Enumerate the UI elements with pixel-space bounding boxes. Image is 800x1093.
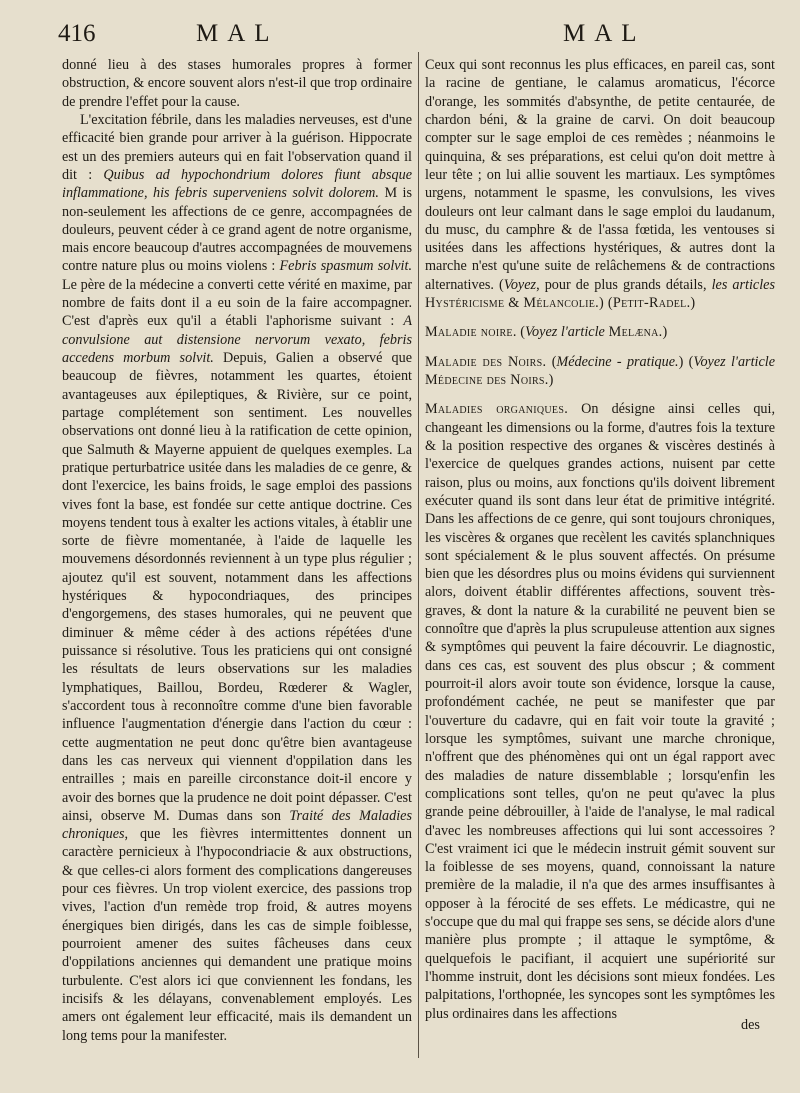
entry-maladies-organiques <box>425 400 775 1023</box>
entry-maladie-des-noirs <box>425 353 775 390</box>
right-column <box>425 56 775 1023</box>
book-title: Traité des Maladies chroniques <box>62 807 412 843</box>
cross-ref-label: les articles <box>711 276 775 293</box>
text-run: , pour de plus grands détails, <box>536 276 712 293</box>
cross-ref-voyez: Voyez l'article <box>524 324 605 341</box>
spacer <box>425 312 775 323</box>
latin-quote: A convulsione aut distensione nervorum vexato, febris accedens morbum solvit. <box>62 313 412 366</box>
paragraph-febrile-excitation <box>62 111 412 1045</box>
text-run: ( <box>516 324 525 341</box>
cross-ref-voyez: Voyez <box>503 276 537 293</box>
right-running-head: MAL <box>563 20 646 47</box>
left-running-head: MAL <box>196 20 279 47</box>
text-run: L'excitation fébrile, dans les maladies nerveuses, est d'une efficacité bien grande pour arriver à la guérison. Hippocrate est un des premiers auteurs qui en fait l'observation quand il dit : <box>62 111 412 183</box>
paragraph-remedies <box>425 56 775 312</box>
text-run: ( <box>546 353 557 370</box>
text-run: ) ( <box>678 353 694 370</box>
text-run: M is non-seulement les affections de ce genre, accompagnées de douleurs, peuvent céder à ce grand agent de notre organisme, mais encore beaucoup d'autres accompagnées de mouvemens contre nature plus ou moins violens : <box>62 185 413 275</box>
cross-ref-target: Melæna.) <box>604 324 668 341</box>
paragraph-continuation: donné lieu à des stases humorales propres à former obstruction, & encore souvent alors n'est-il que trop ordinaire de prendre l'effet pour la cause. <box>62 57 412 110</box>
catchword: des <box>741 1017 760 1033</box>
entry-headword: Maladie noire. <box>425 324 517 341</box>
latin-quote: Febris spasmum solvit. <box>279 258 412 275</box>
spacer <box>425 389 775 400</box>
running-header <box>58 20 776 50</box>
cross-ref-voyez: Voyez l'article <box>693 353 776 370</box>
text-run: Depuis, Galien a observé que beaucoup de fièvres, notamment les quartes, étoient avantageuses aux épileptiques, & Rivière, sur ce point, partage complétement son sentiment. Les nouvelles observations ont donné lieu à la ratification de cette opinion, que Salmuth & Mayerne appuient de quelques exemples. La pratique perturbatrice usitée dans les maladies de ce genre, & dont l'exercice, les bains froids, le sage emploi des passions vives font la base, est fondée sur cette antique doctrine. Ces moyens tendent tous à exalter les actions vitales, à établir une sorte de fièvre momentanée, à l'aide de laquelle les mouvemens désordonnés reviennent à un type plus régulier ; ajoutez qu'il est souvent, notamment dans les affections hystériques & hypocondriaques, des principes d'engorgemens, des stases humorales, qui ne peuvent que diminuer & même céder à des actions répétées d'une puissance si résolutive. Tous les praticiens qui ont consigné les résultats de leurs observations sur les maladies lymphatiques, Baillou, Bordeu, Rœderer & Wagler, s'accordent tous à reconnoître comme d'une bien favorable influence l'augmentation d'énergie dans l'action du cœur : cette augmentation ne peut donc qu'être bien avantageuse dans les cas nerveux qui viennent d'oppilation dans les entrailles ; mais en pareille circonstance doit-il encore y avoir des bornes que la prudence ne doit point dépasser. C'est ainsi, observe M. Dumas dans son <box>62 350 412 824</box>
cross-ref-target: Médecine des Noirs.) <box>425 372 554 388</box>
spacer <box>425 342 775 353</box>
text-run: , que les fièvres intermittentes donnent un caractère pernicieux à l'hypocondriacie & aux obstructions, & que celles-ci alors forment des complications dangereuses pour ces fièvres. Un trop violent exercice, des passions trop vives, l'action d'un remède trop froid, & autres moyens énergiques bien dirigés, dans les cas de simple foiblesse, pourroient amener des suites fâcheuses dans ceux d'oppilations anciennes qui demandent une pratique moins turbulente. C'est alors ici que conviennent les fondans, les incisifs & les délayans, convenablement employés. Les amers ont également leur efficacité, mais ils demandent un long tems pour la manifester. <box>62 826 412 1044</box>
text-run: Le père de la médecine a converti cette vérité en maxime, par nombre de faits dont il a eu soin de la faire accompagner. C'est d'après eux qu'il a établi l'aphorisme suivant : <box>62 276 412 330</box>
cross-ref-targets: Hystéricisme & Mélancolie.) (Petit-Radel.) <box>425 295 696 312</box>
latin-quote: Quibus ad hypochondrium dolores fiunt absque inflammatione, his febris superveniens solvit dolorem. <box>62 166 412 202</box>
entry-headword: Maladies organiques. <box>425 401 569 418</box>
column-divider <box>418 52 419 1058</box>
left-column <box>62 56 412 1045</box>
page-number: 416 <box>58 20 96 47</box>
entry-headword: Maladie des Noirs. <box>425 353 547 370</box>
text-run: On désigne ainsi celles qui, changeant les dimensions ou la forme, d'autres fois la texture & la position respective des organes & viscères destinés à l'exercice de quelques grandes actions, nuisent par cette raison, plus ou moins, aux fonctions qu'ils doivent librement exécuter quand ils sont dans leur état de primitive intégrité. Dans les affections de ce genre, qui sont toujours chroniques, les viscères & organes que recèlent les cavités splanchniques sont spécialement & le plus souvent affectés. On présume bien que les désordres plus ou moins évidens qui surviennent alors, doivent établir différentes affections, souvent très-graves, & dont la nature & la curabilité ne peuvent bien se connoître que d'après la plus scrupuleuse attention aux signes & symptômes qui peuvent la faire découvrir. Le diagnostic, dans ces cas, est souvent des plus obscur ; & comment pourroit-il alors avoir toute son évidence, lorsque la cause, profondément cachée, ne peut se manifester que par l'ouverture du cadavre, qui en fait voir toute la gravité ; lorsque les symptômes, suivant une marche chronique, n'offrent que des phénomènes qui ont un égal rapport avec des maladies de nature dissemblable ; lorsqu'enfin les complications sont telles, qu'on ne peut qu'avec la plus grande peine débrouiller, à l'aide de l'analyse, le mal radical d'avec les nombreuses affections qui lui sont accessoires ? C'est vraiment ici que le médecin instruit gémit souvent sur la foiblesse de ses moyens, quand, connoissant la nature première de la maladie, il n'a que des armes insuffisantes à opposer à la férocité de ses effets. Le médicastre, qui ne s'occupe que du mal qui frappe ses sens, se décide alors d'une manière plus prompte ; il attaque le symptôme, & quelquefois le pacifiant, il acquiert une supériorité sur l'homme instruit, dont les décisions sont mieux fondées. Les palpitations, l'orthopnée, les syncopes sont les symptômes les plus ordinaires dans les affections <box>425 401 776 1022</box>
subject-label: Médecine - pratique. <box>556 353 679 370</box>
entry-maladie-noire <box>425 323 775 341</box>
text-run: Ceux qui sont reconnus les plus efficaces, en pareil cas, sont la racine de gentiane, le calamus aromaticus, l'écorce d'orange, les sommités d'absynthe, de petite centaurée, de chardon béni, & la graine de carvi. On doit beaucoup compter sur le sage emploi de ces remèdes ; néanmoins le quinquina, & ses préparations, est celui qu'on doit mettre à leur tête ; on lui allie souvent les martiaux. Les symptômes urgens, notamment le spasme, les convulsions, les vives douleurs ont leur calmant dans le sage emploi du laudanum, du musc, du camphre & de l'assa fœtida, les ventouses si usitées dans les affections hystériques, & autres dont la marche n'est qu'une suite de relâchemens & de contractions alternatives. ( <box>425 57 775 293</box>
